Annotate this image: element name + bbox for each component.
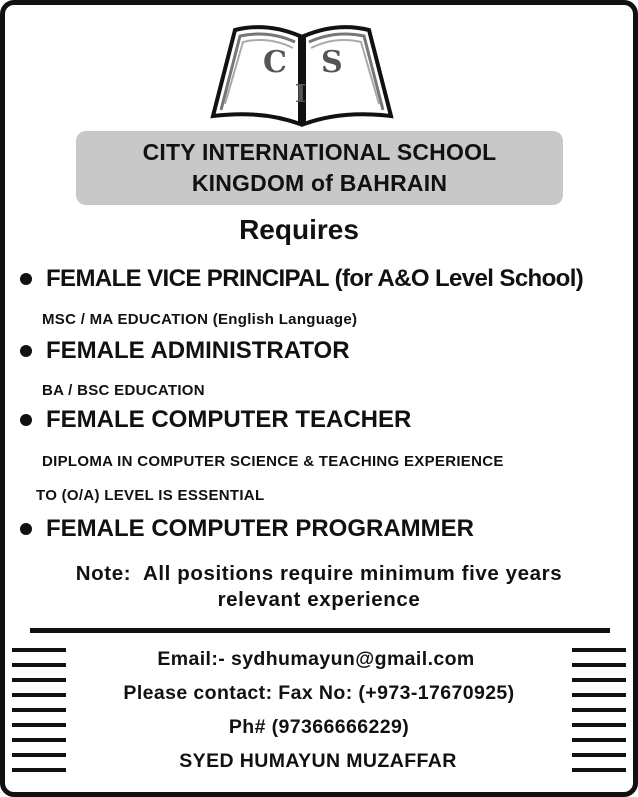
contact-phone: Ph# (97366666229) (228, 716, 410, 738)
position-administrator (20, 337, 350, 365)
position-computer-programmer (20, 515, 474, 543)
contact-fax: Please contact: Fax No: (+973-17670925) (123, 682, 515, 704)
requires-heading: Requires (239, 214, 359, 245)
bullet-icon (20, 345, 32, 357)
position-title: FEMALE COMPUTER PROGRAMMER (46, 515, 474, 542)
note-text (0, 561, 638, 613)
bullet-icon (20, 273, 32, 285)
position-title: FEMALE VICE PRINCIPAL (for A&O Level School) (46, 265, 584, 292)
position-title: FEMALE COMPUTER TEACHER (46, 406, 412, 433)
school-name: CITY INTERNATIONAL SCHOOL (142, 139, 497, 165)
requirement-text: DIPLOMA IN COMPUTER SCIENCE & TEACHING EXPERIENCE (42, 453, 504, 470)
divider (30, 628, 610, 633)
bullet-icon (20, 523, 32, 535)
position-computer-teacher (20, 406, 411, 434)
requirement-text: BA / BSC EDUCATION (42, 382, 205, 399)
open-book-logo-icon (207, 20, 397, 128)
bullet-icon (20, 414, 32, 426)
logo-letter-c: C (263, 45, 287, 80)
logo-letter-s: S (321, 45, 343, 80)
note-line-1: Note: All positions require minimum five years (75, 562, 563, 585)
position-title: FEMALE ADMINISTRATOR (46, 337, 350, 364)
school-name-banner (76, 131, 563, 205)
contact-name: SYED HUMAYUN MUZAFFAR (179, 750, 457, 772)
contact-email: Email:- sydhumayun@gmail.com (157, 648, 475, 670)
position-vice-principal (20, 265, 583, 293)
school-country: KINGDOM of BAHRAIN (191, 170, 448, 196)
requirement-text: MSC / MA EDUCATION (English Language) (42, 311, 358, 328)
requirement-text: TO (O/A) LEVEL IS ESSENTIAL (36, 487, 265, 504)
note-line-2: relevant experience (217, 588, 421, 611)
logo-letter-i: I (295, 79, 307, 108)
